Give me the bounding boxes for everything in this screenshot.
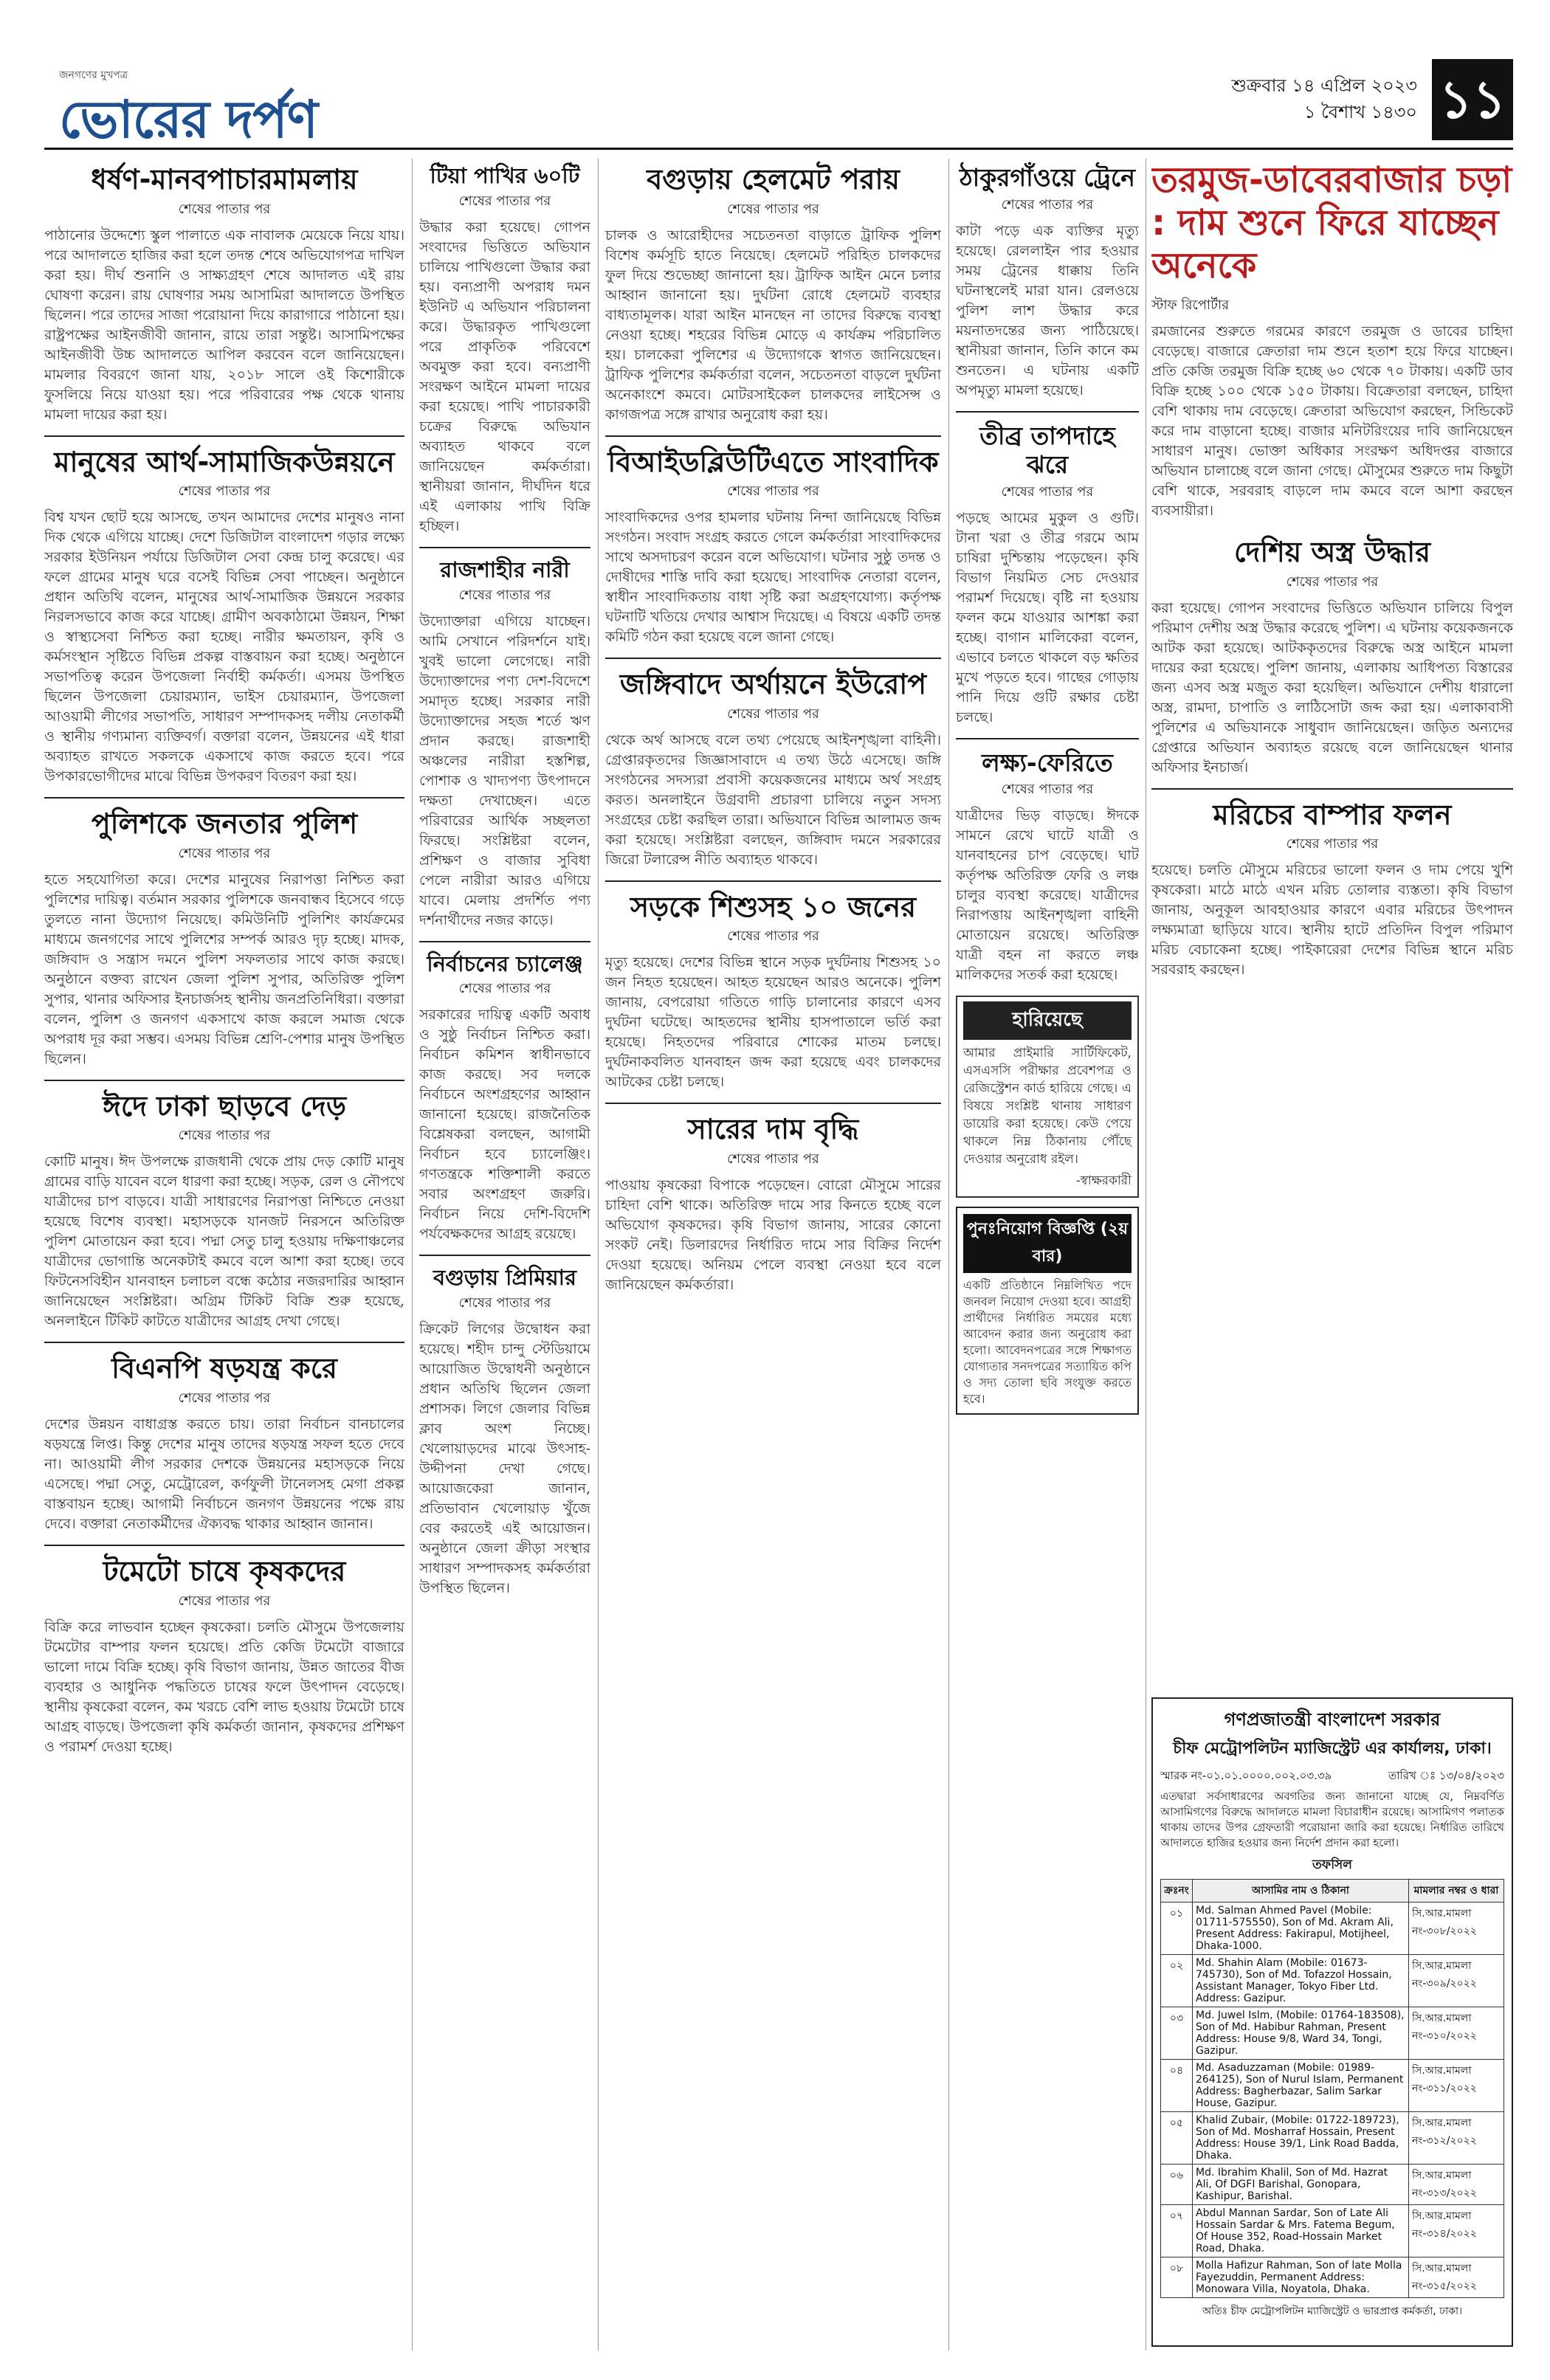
continued-label: শেষের পাতার পর: [727, 928, 819, 945]
col-name-header: আসামির নাম ও ঠিকানা: [1193, 1880, 1409, 1903]
col-case-header: মামলার নম্বর ও ধারা: [1409, 1880, 1504, 1903]
continued-label: শেষের পাতার পর: [1286, 573, 1379, 590]
cell-case: সি.আর.মামলা নং-৩০৯/২০২২: [1409, 1955, 1504, 2007]
cell-idx: ০১: [1161, 1903, 1193, 1955]
recruitment-body: একটি প্রতিষ্ঠানে নিম্নলিখিত পদে জনবল নিয়োগ দেওয়া হবে। আগ্রহী প্রার্থীদের নির্ধারিত সময়ের মধ্যে আবেদন করার জন্য অনুরোধ করা হলো। আবেদনপত্রের সঙ্গে শিক্ষাগত যোগ্যতার সনদপত্রের সত্যায়িত কপি ও সদ্য তোলা ছবি সংযুক্ত করতে হবে।: [963, 1278, 1132, 1407]
story-divider: [1151, 788, 1513, 790]
story-body: হতে সহযোগিতা করে। দেশের মানুষের নিরাপত্তা নিশ্চিত করা পুলিশের দায়িত্ব। বর্তমান সরকার পুলিশকে জনবান্ধব হিসেবে গড়ে তুলতে নানা উদ্যোগ নিয়েছে। কমিউনিটি পুলিশিং কার্যক্রমের মাধ্যমে জনগণের সাথে পুলিশের সম্পর্ক আরও দৃঢ় হচ্ছে। মাদক, জঙ্গিবাদ ও সন্ত্রাস দমনে পুলিশ সফলতার সাথে কাজ করছে। অনুষ্ঠানে বক্তব্য রাখেন জেলা পুলিশ সুপার, অতিরিক্ত পুলিশ সুপার, থানার অফিসার ইনচার্জসহ স্থানীয় জনপ্রতিনিধিরা। বক্তারা বলেন, পুলিশ ও জনগণ একসাথে কাজ করলে সমাজ থেকে অপরাধ দূর করা সম্ভব। এসময় বিভিন্ন শ্রেণি-পেশার মানুষ উপস্থিত ছিলেন।: [44, 871, 404, 1067]
notice-body: এতদ্বারা সর্বসাধারণের অবগতির জন্য জানানো যাচ্ছে যে, নিম্নবর্ণিত আসামিগণের বিরুদ্ধে আদালতে মামলা বিচারাধীন রয়েছে। আসামিগণ পলাতক থাকায় তাদের উপর গ্রেফতারী পরোয়ানা জারি করা হয়েছে। নির্ধারিত তারিখে আদালতে হাজির হওয়ার জন্য নির্দেশ প্রদান করা হলো।: [1160, 1790, 1504, 1849]
news-story: [419, 947, 590, 1245]
cell-name: Md. Salman Ahmed Pavel (Mobile: 01711-575550), Son of Md. Akram Ali, Present Address: Fakirapul, Motijheel, Dhaka-1000.: [1193, 1903, 1409, 1955]
story-divider: [419, 1255, 590, 1256]
masthead: [44, 59, 1513, 150]
continued-label: শেষের পাতার পর: [727, 201, 819, 217]
cell-name: Md. Asaduzzaman (Mobile: 01989-264125), Son of Nurul Islam, Permanent Address: Bagherbazar, Salim Sarkar House, Gazipur.: [1193, 2060, 1409, 2112]
story-body: উদ্যোক্তারা এগিয়ে যাচ্ছেন। আমি সেখানে পরিদর্শনে যাই। খুবই ভালো লেগেছে। নারী উদ্যোক্তাদের পণ্য দেশ-বিদেশে সমাদৃত হচ্ছে। সরকার নারী উদ্যোক্তাদের সহজ শর্তে ঋণ প্রদান করছে। রাজশাহী অঞ্চলের নারীরা হস্তশিল্প, পোশাক ও খাদ্যপণ্য উৎপাদনে দক্ষতা দেখাচ্ছেন। এতে পরিবারের আর্থিক সচ্ছলতা ফিরছে। সংশ্লিষ্টরা বলেন, প্রশিক্ষণ ও বাজার সুবিধা পেলে নারীরা আরও এগিয়ে যাবে। মেলায় প্রদর্শিত পণ্য দর্শনার্থীদের নজর কাড়ে।: [419, 613, 590, 928]
story-headline: বিএনপি ষড়যন্ত্র করে: [111, 1352, 337, 1385]
story-body: পড়ছে আমের মুকুল ও গুটি। টানা খরা ও তীব্র গরমে আম চাষিরা দুশ্চিন্তায় পড়েছেন। কৃষি বিভাগ নিয়মিত সেচ দেওয়ার পরামর্শ দিয়েছে। বৃষ্টি না হওয়ায় ফলন কমে যাওয়ার আশঙ্কা করা হচ্ছে। বাগান মালিকেরা বলেন, এভাবে চলতে থাকলে বড় ক্ষতির মুখে পড়তে হবে। গাছের গোড়ায় পানি দিয়ে গুটি রক্ষার চেষ্টা চলছে।: [956, 509, 1139, 725]
cell-idx: ০৬: [1161, 2165, 1193, 2205]
continued-label: শেষের পাতার পর: [458, 193, 551, 209]
story-body: বিক্রি করে লাভবান হচ্ছেন কৃষকেরা। চলতি মৌসুমে উপজেলায় টমেটোর বাম্পার ফলন হয়েছে। প্রতি কেজি টমেটো বাজারে ভালো দামে বিক্রি হচ্ছে। কৃষি বিভাগ জানায়, উন্নত জাতের বীজ ব্যবহার ও আধুনিক পদ্ধতিতে চাষের ফলে উৎপাদন বেড়েছে। স্থানীয় কৃষকেরা বলেন, কম খরচে বেশি লাভ হওয়ায় টমেটো চাষে আগ্রহ বাড়ছে। উপজেলা কৃষি কর্মকর্তা জানান, কৃষকদের প্রশিক্ষণ ও পরামর্শ দেওয়া হচ্ছে।: [44, 1618, 404, 1755]
story-body: পাওয়ায় কৃষকেরা বিপাকে পড়েছেন। বোরো মৌসুমে সারের চাহিদা বেশি থাকে। অতিরিক্ত দামে সার কিনতে হচ্ছে বলে অভিযোগ কৃষকদের। কৃষি বিভাগ জানায়, সারের কোনো সংকট নেই। ডিলারদের নির্ধারিত দামে সার বিক্রির নির্দেশ দেওয়া হয়েছে। অনিয়ম পেলে ব্যবস্থা নেওয়া হবে বলে জানিয়েছেন কর্মকর্তারা।: [605, 1176, 941, 1293]
story-divider: [44, 797, 404, 798]
story-divider: [605, 1103, 941, 1104]
cell-case: সি.আর.মামলা নং-৩১৪/২০২২: [1409, 2205, 1504, 2257]
news-story: [605, 159, 941, 425]
story-body: কোটি মানুষ। ঈদ উপলক্ষে রাজধানী থেকে প্রায় দেড় কোটি মানুষ গ্রামের বাড়ি যাবেন বলে ধারণা করা হচ্ছে। সড়ক, রেল ও নৌপথে যাত্রীদের চাপ বাড়বে। যাত্রী সাধারণের নিরাপত্তা নিশ্চিতে নেওয়া হয়েছে বিশেষ ব্যবস্থা। মহাসড়কে যানজট নিরসনে অতিরিক্ত পুলিশ মোতায়েন করা হবে। পদ্মা সেতু চালু হওয়ায় দক্ষিণাঞ্চলের যাত্রীদের ভোগান্তি অনেকটাই কমবে বলে আশা করা হচ্ছে। তবে ফিটনেসবিহীন যানবাহন চলাচল বন্ধে কঠোর নজরদারির আহ্বান জানিয়েছেন সংশ্লিষ্টরা। অগ্রিম টিকিট বিক্রি শুরু হয়েছে, অনলাইনে টিকিট কাটতে যাত্রীদের আগ্রহ দেখা গেছে।: [44, 1153, 404, 1330]
recruitment-heading: পুনঃনিয়োগ বিজ্ঞপ্তি (২য় বার): [963, 1214, 1132, 1273]
story-headline: সারের দাম বৃদ্ধি: [687, 1113, 859, 1146]
story-headline: মানুষের আর্থ-সামাজিকউন্নয়নে: [54, 445, 395, 478]
notice-office: চীফ মেট্রোপলিটন ম্যাজিস্ট্রেট এর কার্যালয়, ঢাকা।: [1173, 1739, 1492, 1758]
story-body: ক্রিকেট লিগের উদ্বোধন করা হয়েছে। শহীদ চান্দু স্টেডিয়ামে আয়োজিত উদ্বোধনী অনুষ্ঠানে প্রধান অতিথি ছিলেন জেলা প্রশাসক। লিগে জেলার বিভিন্ন ক্লাব অংশ নিচ্ছে। খেলোয়াড়দের মাঝে উৎসাহ-উদ্দীপনা দেখা গেছে। আয়োজকেরা জানান, প্রতিভাবান খেলোয়াড় খুঁজে বের করতেই এই আয়োজন। অনুষ্ঠানে জেলা ক্রীড়া সংস্থার সাধারণ সম্পাদকসহ কর্মকর্তারা উপস্থিত ছিলেন।: [419, 1321, 590, 1597]
lost-notice: [956, 996, 1139, 1198]
column-divider: [948, 159, 949, 2350]
story-headline: ঠাকুরগাঁওয়ে ট্রেনে: [960, 163, 1135, 192]
story-headline: দেশিয় অস্ত্র উদ্ধার: [1233, 536, 1431, 568]
table-row: [1161, 2060, 1504, 2112]
cell-name: Khalid Zubair, (Mobile: 01722-189723), Son of Md. Mosharraf Hossain, Present Address: House 39/1, Link Road Badda, Dhaka.: [1193, 2112, 1409, 2165]
lead-headline: তরমুজ-ডাবেরবাজার চড়া : দাম শুনে ফিরে যাচ্ছেন অনেকে: [1151, 159, 1512, 286]
story-divider: [956, 411, 1139, 413]
lost-heading: হারিয়েছে: [963, 1001, 1132, 1040]
cell-case: সি.আর.মামলা নং-৩১৩/২০২২: [1409, 2165, 1504, 2205]
story-headline: টিয়া পাখির ৬০টি: [430, 163, 580, 188]
news-story: [956, 744, 1139, 986]
news-story: [44, 803, 404, 1069]
news-story: [605, 441, 941, 648]
story-divider: [605, 880, 941, 882]
logo-tagline: জনগণের মুখপত্র: [59, 69, 128, 81]
story-headline: বগুড়ায় হেলমেট পরায়: [647, 163, 900, 196]
lead-story: [1151, 159, 1513, 521]
story-body: চালক ও আরোহীদের সচেতনতা বাড়াতে ট্রাফিক পুলিশ বিশেষ কর্মসূচি হাতে নিয়েছে। হেলমেট পরিহিত চালকদের ফুল দিয়ে শুভেচ্ছা জানানো হয়। ট্রাফিক আইন মেনে চলার আহ্বান জানানো হয়। দুর্ঘটনা রোধে হেলমেট ব্যবহার বাধ্যতামূলক। যারা আইন মানছেন না তাদের বিরুদ্ধে ব্যবস্থা নেওয়া হচ্ছে। শহরের বিভিন্ন মোড়ে এ কার্যক্রম পরিচালিত হয়। চালকেরা পুলিশের এ উদ্যোগকে স্বাগত জানিয়েছেন। ট্রাফিক পুলিশের কর্মকর্তারা বলেন, সচেতনতা বাড়লে দুর্ঘটনা অনেকাংশে কমবে। মোটরসাইকেল চালকদের লাইসেন্স ও কাগজপত্র সঙ্গে রাখার অনুরোধ করা হয়।: [605, 227, 941, 423]
continued-label: শেষের পাতার পর: [458, 587, 551, 603]
paper-name: ভোরের দর্পণ: [59, 89, 317, 150]
story-headline: সড়কে শিশুসহ ১০ জনের: [630, 890, 917, 923]
cell-case: সি.আর.মামলা নং-৩১২/২০২২: [1409, 2112, 1504, 2165]
news-story: [44, 1551, 404, 1757]
story-divider: [605, 658, 941, 659]
table-row: [1161, 1955, 1504, 2007]
continued-label: শেষের পাতার পর: [727, 706, 819, 722]
story-headline: বগুড়ায় প্রিমিয়ার: [433, 1265, 576, 1291]
story-divider: [44, 1342, 404, 1343]
story-body: দেশের উন্নয়ন বাধাগ্রস্ত করতে চায়। তারা নির্বাচন বানচালের ষড়যন্ত্রে লিপ্ত। কিন্তু দেশের মানুষ তাদের ষড়যন্ত্র সফল হতে দেবে না। আওয়ামী লীগ সরকার দেশকে উন্নয়নের মহাসড়কে নিয়ে এসেছে। পদ্মা সেতু, মেট্রোরেল, কর্ণফুলী টানেলসহ মেগা প্রকল্প বাস্তবায়ন হচ্ছে। আগামী নির্বাচনে জনগণ উন্নয়নের পক্ষে রায় দেবে। বক্তারা নেতাকর্মীদের ঐক্যবদ্ধ থাকার আহ্বান জানান।: [44, 1415, 404, 1532]
continued-label: শেষের পাতার পর: [1286, 836, 1379, 852]
table-row: [1161, 1903, 1504, 1955]
story-body: যাত্রীদের ভিড় বাড়ছে। ঈদকে সামনে রেখে ঘাটে যাত্রী ও যানবাহনের চাপ বেড়েছে। ঘাট কর্তৃপক্ষ অতিরিক্ত ফেরি ও লঞ্চ চালুর ব্যবস্থা করেছে। যাত্রীদের নিরাপত্তায় আইনশৃঙ্খলা বাহিনী মোতায়েন রয়েছে। অতিরিক্ত যাত্রী বহন না করতে লঞ্চ মালিকদের সতর্ক করা হয়েছে।: [956, 807, 1139, 984]
continued-label: শেষের পাতার পর: [727, 483, 819, 500]
column-divider: [412, 159, 413, 2350]
continued-label: শেষের পাতার পর: [178, 201, 271, 217]
lost-body: আমার প্রাইমারি সার্টিফিকেট, এসএসসি পরীক্ষার প্রবেশপত্র ও রেজিস্ট্রেশন কার্ড হারিয়ে গেছে। এ বিষয়ে সংশ্লিষ্ট থানায় সাধারণ ডায়েরি করা হয়েছে। কেউ পেয়ে থাকলে নিম্ন ঠিকানায় পৌঁছে দেওয়ার অনুরোধ রইল।: [963, 1046, 1132, 1167]
story-headline: পুলিশকে জনতার পুলিশ: [91, 807, 358, 841]
story-divider: [956, 738, 1139, 739]
news-story: [605, 886, 941, 1093]
news-story: [605, 1108, 941, 1295]
story-body: পাঠানোর উদ্দেশ্যে স্কুল পালাতে এক নাবালক মেয়েকে নিয়ে যায়। পরে আদালতে হাজির করা হলে তদন্ত শেষে অভিযোগপত্র দাখিল করা হয়। দীর্ঘ শুনানি ও সাক্ষ্যগ্রহণ শেষে আদালত এই রায় ঘোষণা করেন। রায় ঘোষণার সময় আসামিরা আদালতে উপস্থিত ছিলেন। পরে তাদের সাজা পরোয়ানা দিয়ে কারাগারে পাঠানো হয়। রাষ্ট্রপক্ষের আইনজীবী জানান, রায়ে তারা সন্তুষ্ট। আসামিপক্ষের আইনজীবী উচ্চ আদালতে আপিল করবেন বলে জানিয়েছেন। মামলার বিবরণে জানা যায়, ২০১৮ সালে ওই কিশোরীকে ফুসলিয়ে নিয়ে যাওয়া হয়। পরে পরিবারের পক্ষ থেকে থানায় মামলা দায়ের করা হয়।: [44, 227, 404, 423]
table-row: [1161, 2205, 1504, 2257]
story-body: হয়েছে। চলতি মৌসুমে মরিচের ভালো ফলন ও দাম পেয়ে খুশি কৃষকেরা। মাঠে মাঠে এখন মরিচ তোলার ব্যস্ততা। কৃষি বিভাগ জানায়, অনুকূল আবহাওয়ার কারণে এবার মরিচের উৎপাদন লক্ষ্যমাত্রা ছাড়িয়ে যাবে। স্থানীয় হাটে প্রতিদিন বিপুল পরিমাণ মরিচ বেচাকেনা হচ্ছে। পাইকারেরা দেশের বিভিন্ন স্থানে মরিচ সরবরাহ করছেন।: [1151, 862, 1513, 979]
notice-foot: অতিঃ চীফ মেট্রোপলিটন ম্যাজিস্ট্রেট ও ভারপ্রাপ্ত কর্মকর্তা, ঢাকা।: [1202, 2305, 1463, 2317]
notice-ref-row: [1160, 1767, 1504, 1786]
cell-case: সি.আর.মামলা নং-৩১৫/২০২২: [1409, 2257, 1504, 2298]
cell-idx: ০৫: [1161, 2112, 1193, 2165]
cell-idx: ০৭: [1161, 2205, 1193, 2257]
cell-case: সি.আর.মামলা নং-৩১০/২০২২: [1409, 2007, 1504, 2060]
table-row: [1161, 2112, 1504, 2165]
story-body: করা হয়েছে। গোপন সংবাদের ভিত্তিতে অভিযান চালিয়ে বিপুল পরিমাণ দেশীয় অস্ত্র উদ্ধার করেছে পুলিশ। এ ঘটনায় কয়েকজনকে আটক করা হয়েছে। আটককৃতদের বিরুদ্ধে অস্ত্র আইনে মামলা দায়ের করা হয়েছে। পুলিশ জানায়, এলাকায় আধিপত্য বিস্তারের জন্য এসব অস্ত্র মজুত করা হয়েছিল। অভিযানে দেশীয় ধারালো অস্ত্র, রামদা, চাপাতি ও লাঠিসোটা জব্দ করা হয়। এলাকাবাসী পুলিশের এ অভিযানকে সাধুবাদ জানিয়েছেন। জড়িত অন্যদের গ্রেপ্তারে অভিযান অব্যাহত রয়েছে বলে জানিয়েছেন থানার অফিসার ইনচার্জ।: [1151, 599, 1513, 776]
continued-label: শেষের পাতার পর: [458, 981, 551, 997]
story-body: সাংবাদিকদের ওপর হামলার ঘটনায় নিন্দা জানিয়েছে বিভিন্ন সংগঠন। সংবাদ সংগ্রহ করতে গেলে কর্মকর্তারা সাংবাদিকদের সাথে অসদাচরণ করেন বলে অভিযোগ। ঘটনার সুষ্ঠু তদন্ত ও দোষীদের শাস্তি দাবি করা হয়েছে। সাংবাদিক নেতারা বলেন, স্বাধীন সাংবাদিকতায় বাধা সৃষ্টি করা অগ্রহণযোগ্য। কর্তৃপক্ষ ঘটনাটি খতিয়ে দেখার আশ্বাস দিয়েছে। এ বিষয়ে একটি তদন্ত কমিটি গঠন করা হয়েছে বলে জানা গেছে।: [605, 509, 941, 646]
story-divider: [44, 1545, 404, 1546]
continued-label: শেষের পাতার পর: [1001, 196, 1094, 213]
date-line-2: ১ বৈশাখ ১৪৩০: [1303, 102, 1417, 123]
story-divider: [44, 1080, 404, 1081]
cell-case: সি.আর.মামলা নং-৩০৮/২০২২: [1409, 1903, 1504, 1955]
lead-body: রমজানের শুরুতে গরমের কারণে তরমুজ ও ডাবের চাহিদা বেড়েছে। বাজারে ক্রেতারা দাম শুনে হতাশ হয়ে ফিরে যাচ্ছেন। প্রতি কেজি তরমুজ বিক্রি হচ্ছে ৬০ থেকে ৭০ টাকায়। একটি ডাব বিক্রি হচ্ছে ১০০ থেকে ১৫০ টাকায়। বিক্রেতারা বলছেন, চাহিদা বেশি থাকায় দাম বেড়েছে। ক্রেতারা অভিযোগ করছেন, সিন্ডিকেট করে দাম বাড়ানো হচ্ছে। বাজার মনিটরিংয়ের দাবি জানিয়েছেন সাধারণ মানুষ। ভোক্তা অধিকার সংরক্ষণ অধিদপ্তর বাজারে অভিযান চালাচ্ছে বলে জানা গেছে। মৌসুমের শুরুতে দাম কিছুটা বেশি থাকে, সরবরাহ বাড়লে দাম কমবে বলে আশা করছেন ব্যবসায়ীরা।: [1151, 323, 1513, 519]
cell-idx: ০৪: [1161, 2060, 1193, 2112]
news-story: [1151, 794, 1513, 981]
table-row: [1161, 2007, 1504, 2060]
news-story: [605, 663, 941, 870]
newspaper-logo: [59, 66, 362, 150]
continued-label: শেষের পাতার পর: [1001, 782, 1094, 798]
news-story: [1151, 531, 1513, 778]
cell-case: সি.আর.মামলা নং-৩১১/২০২২: [1409, 2060, 1504, 2112]
cell-idx: ০২: [1161, 1955, 1193, 2007]
news-story: [44, 1086, 404, 1332]
story-headline: বিআইডব্লিউটিএতে সাংবাদিক: [607, 445, 939, 478]
story-body: মৃত্যু হয়েছে। দেশের বিভিন্ন স্থানে সড়ক দুর্ঘটনায় শিশুসহ ১০ জন নিহত হয়েছেন। আহত হয়েছেন আরও অনেকে। পুলিশ জানায়, বেপরোয়া গতিতে গাড়ি চালানোর কারণে এসব দুর্ঘটনা ঘটেছে। আহতদের স্থানীয় হাসপাতালে ভর্তি করা হয়েছে। নিহতদের পরিবারে শোকের মাতম চলছে। দুর্ঘটনাকবলিত যানবাহন জব্দ করা হয়েছে এবং চালকদের আটকের চেষ্টা চলছে।: [605, 954, 941, 1091]
cell-idx: ০৮: [1161, 2257, 1193, 2298]
news-story: [44, 159, 404, 425]
story-body: উদ্ধার করা হয়েছে। গোপন সংবাদের ভিত্তিতে অভিযান চালিয়ে পাখিগুলো উদ্ধার করা হয়। বন্যপ্রাণী অপরাধ দমন ইউনিট এ অভিযান পরিচালনা করে। উদ্ধারকৃত পাখিগুলো পরে প্রাকৃতিক পরিবেশে অবমুক্ত করা হবে। বন্যপ্রাণী সংরক্ষণ আইনে মামলা দায়ের করা হয়েছে। পাখি পাচারকারী চক্রের বিরুদ্ধে অভিযান অব্যাহত থাকবে বলে জানিয়েছেন কর্মকর্তারা। স্থানীয়রা জানান, দীর্ঘদিন ধরে এই এলাকায় পাখি বিক্রি হচ্ছিল।: [419, 218, 590, 534]
continued-label: শেষের পাতার পর: [178, 1593, 271, 1609]
continued-label: শেষের পাতার পর: [458, 1295, 551, 1311]
news-story: [419, 1260, 590, 1598]
cell-name: Molla Hafizur Rahman, Son of late Molla Fayezuddin, Permanent Address: Monowara Villa, Noyatola, Dhaka.: [1193, 2257, 1409, 2298]
column-3: [605, 159, 941, 2350]
continued-label: শেষের পাতার পর: [178, 483, 271, 500]
news-story: [44, 441, 404, 787]
column-4: [956, 159, 1139, 2350]
story-body: সরকারের দায়িত্ব একটি অবাধ ও সুষ্ঠু নির্বাচন নিশ্চিত করা। নির্বাচন কমিশন স্বাধীনভাবে কাজ করছে। সব দলকে নির্বাচনে অংশগ্রহণের আহ্বান জানানো হয়েছে। রাজনৈতিক বিশ্লেষকরা বলছেন, আগামী নির্বাচন হবে চ্যালেঞ্জিং। গণতন্ত্রকে শক্তিশালী করতে সবার অংশগ্রহণ জরুরি। নির্বাচন নিয়ে দেশি-বিদেশি পর্যবেক্ষকদের আগ্রহ রয়েছে।: [419, 1007, 590, 1243]
col-idx-header: ক্রঃনং: [1161, 1880, 1193, 1903]
cell-name: Md. Ibrahim Khalil, Son of Md. Hazrat Ali, Of DGFI Barishal, Gonopara, Kashipur, Barishal.: [1193, 2165, 1409, 2205]
story-headline: লক্ষ্য-ফেরিতে: [982, 748, 1113, 777]
story-body: বিশ্ব যখন ছোট হয়ে আসছে, তখন আমাদের দেশের মানুষও নানা দিক থেকে এগিয়ে যাচ্ছে। দেশে ডিজিটাল বাংলাদেশ গড়ার লক্ষ্যে সরকার ইউনিয়ন পর্যায়ে ডিজিটাল সেবা কেন্দ্র চালু করেছে। এর ফলে গ্রামের মানুষ ঘরে বসেই বিভিন্ন সেবা পাচ্ছেন। অনুষ্ঠানে প্রধান অতিথি বলেন, মানুষের আর্থ-সামাজিক উন্নয়নে সরকার নিরলসভাবে কাজ করে যাচ্ছে। গ্রামীণ অবকাঠামো উন্নয়ন, শিক্ষা ও স্বাস্থ্যসেবা নিশ্চিত করা হচ্ছে। নারীর ক্ষমতায়ন, কৃষি ও কর্মসংস্থান সৃষ্টিতে বিভিন্ন প্রকল্প বাস্তবায়ন করা হচ্ছে। অনুষ্ঠানে সভাপতিত্ব করেন উপজেলা নির্বাহী কর্মকর্তা। এসময় উপস্থিত ছিলেন উপজেলা চেয়ারম্যান, ভাইস চেয়ারম্যান, উপজেলা আওয়ামী লীগের সভাপতি, সাধারণ সম্পাদকসহ দলীয় নেতাকর্মী ও স্থানীয় গণ্যমান্য ব্যক্তিবর্গ। বক্তারা বলেন, উন্নয়নের এই ধারা অব্যাহত রাখতে সকলকে একসাথে কাজ করতে হবে। পরে উপকারভোগীদের মাঝে বিভিন্ন উপকরণ বিতরণ করা হয়।: [44, 509, 404, 785]
date-line-1: শুক্রবার ১৪ এপ্রিল ২০২৩: [1231, 75, 1417, 96]
story-divider: [419, 547, 590, 548]
column-1: [44, 159, 404, 2350]
dateline: [1231, 72, 1417, 125]
story-divider: [44, 435, 404, 437]
news-story: [419, 159, 590, 537]
lead-byline: স্টাফ রিপোর্টার: [1151, 297, 1230, 313]
story-divider: [419, 941, 590, 942]
column-divider: [598, 159, 599, 2350]
column-2: [419, 159, 590, 2350]
table-row: [1161, 2165, 1504, 2205]
continued-label: শেষের পাতার পর: [178, 845, 271, 861]
news-story: [419, 553, 590, 931]
story-headline: টমেটো চাষে কৃষকদের: [103, 1554, 346, 1587]
story-headline: জঙ্গিবাদে অর্থায়নে ইউরোপ: [619, 668, 927, 701]
continued-label: শেষের পাতার পর: [178, 1128, 271, 1144]
story-body: কাটা পড়ে এক ব্যক্তির মৃত্যু হয়েছে। রেললাইন পার হওয়ার সময় ট্রেনের ধাক্কায় তিনি ঘটনাস্থলেই মারা যান। রেলওয়ে পুলিশ লাশ উদ্ধার করে ময়নাতদন্তের জন্য পাঠিয়েছে। স্থানীয়রা জানান, তিনি কানে কম শুনতেন। এ ঘটনায় একটি অপমৃত্যু মামলা হয়েছে।: [956, 222, 1139, 399]
recruitment-notice: [956, 1207, 1139, 1415]
cell-name: Abdul Mannan Sardar, Son of Late Ali Hossain Sardar & Mrs. Fatema Begum, Of House 352, Road-Hossain Market Road, Dhaka.: [1193, 2205, 1409, 2257]
court-notice: [1151, 1697, 1513, 2347]
story-headline: মরিচের বাম্পার ফলন: [1213, 798, 1452, 831]
cell-name: Md. Shahin Alam (Mobile: 01673-745730), Son of Md. Tofazzol Hossain, Assistant Manager, Tokyo Fiber Ltd. Address: Gazipur.: [1193, 1955, 1409, 2007]
continued-label: শেষের পাতার পর: [1001, 483, 1094, 500]
notice-list-head: তফসিল: [1312, 1858, 1352, 1872]
continued-label: শেষের পাতার পর: [178, 1390, 271, 1406]
cell-name: Md. Juwel Islm, (Mobile: 01764-183508), Son of Md. Habibur Rahman, Present Address: House 9/8, Ward 34, Tongi, Gazipur.: [1193, 2007, 1409, 2060]
news-story: [956, 159, 1139, 401]
column-5: [1151, 159, 1513, 1686]
accused-table: [1160, 1879, 1504, 2298]
lost-sign: -স্বাক্ষরকারী: [1075, 1173, 1132, 1189]
story-body: থেকে অর্থ আসছে বলে তথ্য পেয়েছে আইনশৃঙ্খলা বাহিনী। গ্রেপ্তারকৃতদের জিজ্ঞাসাবাদে এ তথ্য উঠে এসেছে। জঙ্গি সংগঠনের সদস্যরা প্রবাসী কয়েকজনের মাধ্যমে অর্থ সংগ্রহ করত। অনলাইনে উগ্রবাদী প্রচারণা চালিয়ে নতুন সদস্য সংগ্রহের চেষ্টা করছিল তারা। অভিযানে বিভিন্ন আলামত জব্দ করা হয়েছে। সংশ্লিষ্টরা বলছেন, জঙ্গিবাদ দমনে সরকারের জিরো টলারেন্স নীতি অব্যাহত থাকবে।: [605, 731, 941, 868]
story-headline: ধর্ষণ-মানবপাচারমামলায়: [91, 163, 358, 196]
notice-govt: গণপ্রজাতন্ত্রী বাংলাদেশ সরকার: [1224, 1709, 1441, 1730]
story-headline: রাজশাহীর নারী: [440, 556, 570, 582]
news-story: [956, 417, 1139, 728]
page-number: ১১: [1432, 59, 1513, 140]
story-headline: তীব্র তাপদাহে ঝরে: [979, 421, 1115, 480]
continued-label: শেষের পাতার পর: [727, 1151, 819, 1167]
story-headline: নির্বাচনের চ্যালেঞ্জ: [427, 951, 583, 976]
story-headline: ঈদে ঢাকা ছাড়বে দেড়: [103, 1089, 346, 1122]
story-divider: [605, 435, 941, 437]
table-row: [1161, 2257, 1504, 2298]
news-story: [44, 1348, 404, 1534]
notice-ref-date: তারিখ ঃ ১৩/০৪/২০২৩: [1388, 1769, 1504, 1782]
notice-ref: স্মারক নং-০১.০১.০০০০.০০২.০৩.৩৯: [1160, 1769, 1332, 1782]
cell-idx: ০৩: [1161, 2007, 1193, 2060]
